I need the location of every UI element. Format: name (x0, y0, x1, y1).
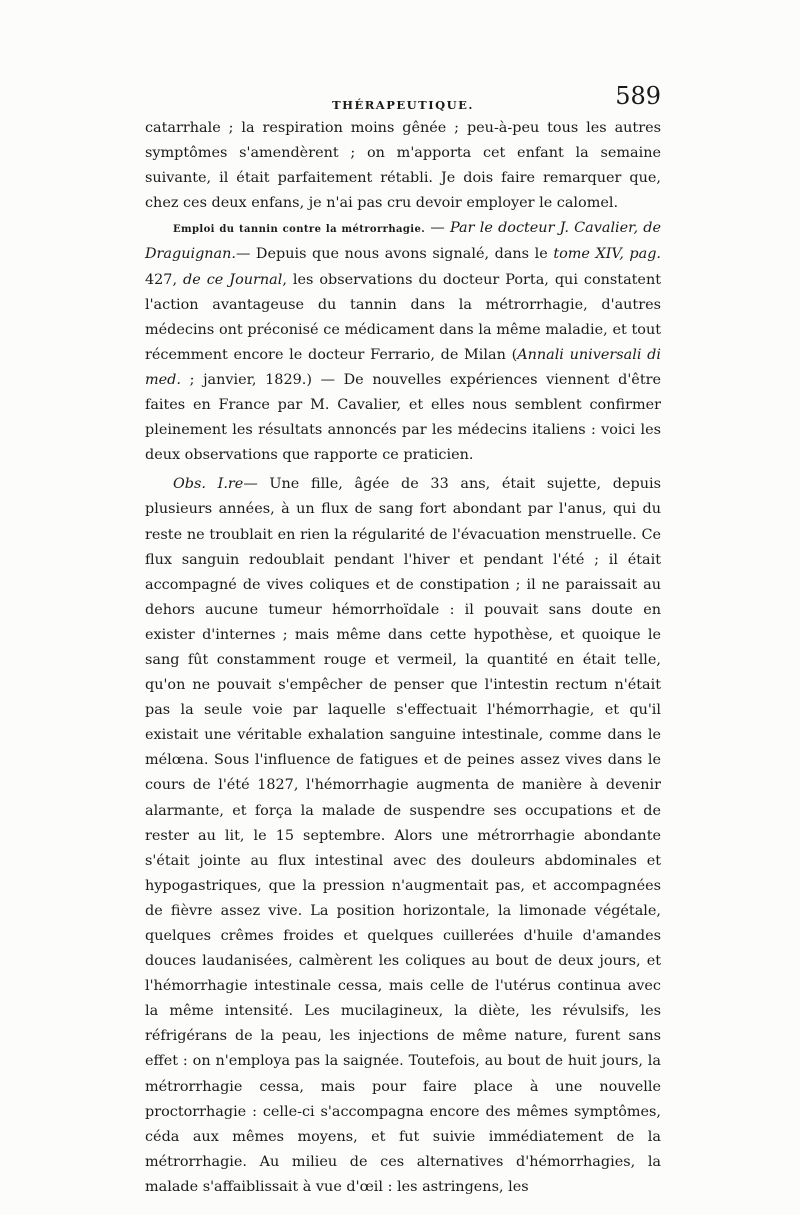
section-text-b: 427, (145, 271, 184, 288)
section-heading: Emploi du tannin contre la métrorrhagie. (173, 224, 426, 236)
observation-text: — Une fille, âgée de 33 ans, était sujette, depuis plusieurs années, à un flux de sang fort abondant par l'anus, qui du reste ne troublait en rien la régularité de l'évacuation menstruelle. Ce flux sanguin redoublait pendant l'hiver et pendant l'été ; il était accompagné de vives coliques et de constipation ; il ne paraissait au dehors aucune tumeur hémorrhoïdale : il pouvait sans doute en exister d'internes ; mais même dans cette hypothèse, et quoique le sang fût constamment rouge et vermeil, la quantité en était telle, qu'on ne pouvait s'empêcher de penser que l'intestin rectum n'était pas la seule voie par laquelle s'effectuait l'hémorrhagie, et qu'il existait une véritable exhalation sanguine intestinale, comme dans le mélœna. Sous l'influence de fatigues et de peines assez vives dans le cours de l'été 1827, l'hémorrhagie augmenta de manière à devenir alarmante, et força la malade de suspendre ses occupations et de rester au lit, le 15 septembre. Alors une métrorrhagie abondante s'était jointe au flux intestinal avec des douleurs abdominales et hypogastriques, que la pression n'augmentait pas, et accompagnées de fièvre assez vive. La position horizontale, la limonade végétale, quelques crêmes froides et quelques cuillerées d'huile d'amandes douces laudanisées, calmèrent les coliques au bout de deux jours, et l'hémorrhagie intestinale cessa, mais celle de l'utérus continua avec la même intensité. Les mucilagineux, la diète, les révulsifs, les réfrigérans de la peau, les injections de même nature, furent sans effet : on n'employa pas la saignée. Toutefois, au bout de huit jours, la métrorrhagie cessa, mais pour faire place à une nouvelle proctorrhagie : celle-ci s'accompagna encore des mêmes symptômes, céda aux mêmes moyens, et fut suivie immédiatement de la métrorrhagie. Au milieu de ces alternatives d'hémorrhagies, la malade s'affaiblissait à vue d'œil : les astringens, les (145, 476, 661, 1195)
paragraph-continuation: catarrhale ; la respiration moins gênée ; peu-à-peu tous les autres symptômes s'amendèrent ; on m'apporta cet enfant la semaine suivante, il était parfaitement rétabli. Je dois faire remarquer que, chez ces deux enfans, je n'ai pas cru devoir employer le calomel. (145, 120, 661, 212)
section-text-a: — Depuis que nous avons signalé, dans le (235, 246, 554, 263)
journal-reference-2: de ce Journal (183, 271, 283, 288)
page-number: 589 (615, 82, 661, 110)
observation-label: Obs. I.re (173, 476, 244, 493)
paragraph-observation (145, 472, 661, 1200)
section-text-d: ; janvier, 1829.) — De nouvelles expériences viennent d'être faites en France par M. Cavalier, et elles nous semblent confirmer pleinement les résultats annoncés par les médecins italiens : voici les deux observations que rapporte ce praticien. (145, 371, 661, 464)
journal-citation: Annali universali di med. (145, 346, 661, 388)
running-head: THÉRAPEUTIQUE. (332, 98, 474, 112)
page-body (145, 116, 661, 1200)
paragraph-section (145, 216, 661, 468)
heading-dash: — (425, 220, 450, 237)
journal-reference: tome XIV, pag. (553, 246, 662, 263)
section-author: Par le docteur J. Cavalier, de Draguignan. (145, 220, 661, 263)
section-text-c: , les observations du docteur Porta, qui constatent l'action avantageuse du tannin dans la métrorrhagie, d'autres médecins ont préconisé ce médicament dans la même maladie, et tout récemment encore le docteur Ferrario, de Milan ( (145, 271, 662, 363)
page-header (145, 76, 661, 116)
